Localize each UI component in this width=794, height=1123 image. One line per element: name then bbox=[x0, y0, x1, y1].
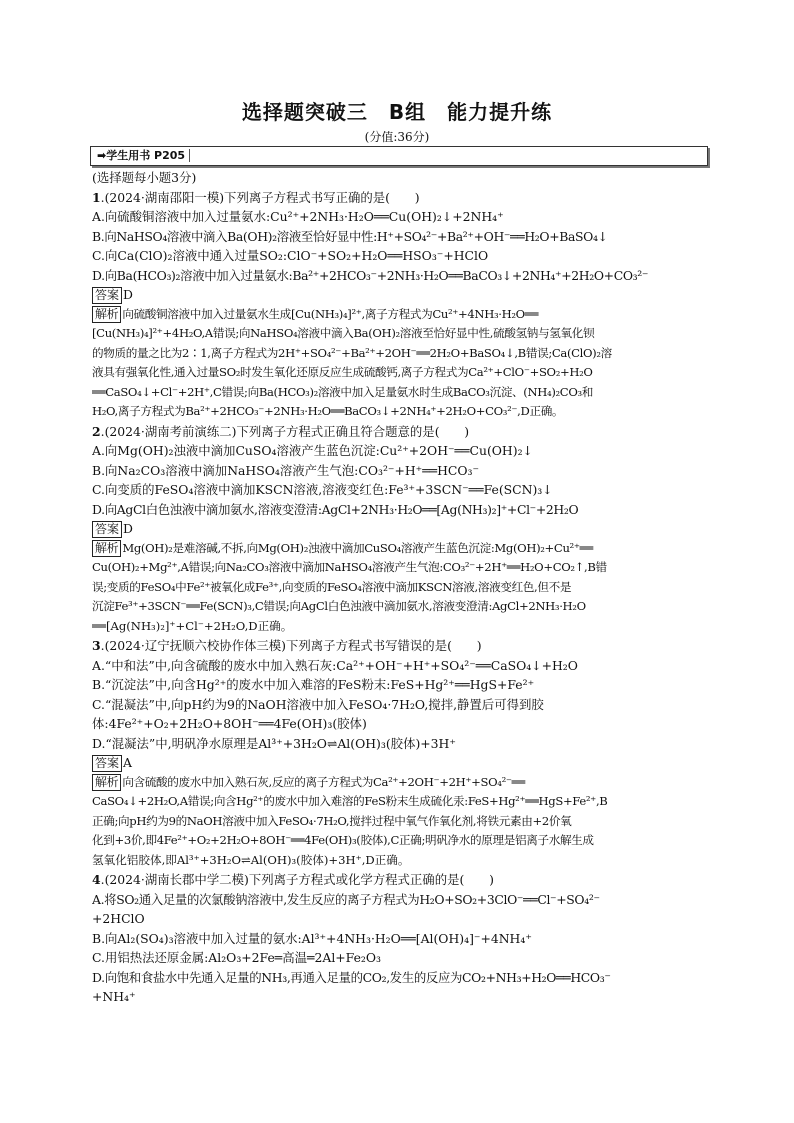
q4-option-d: D.向饱和食盐水中先通入足量的NH₃,再通入足量的CO₂,发生的反应为CO₂+NH₃+H₂O══HCO₃⁻ bbox=[92, 969, 611, 985]
question-4-stem: 4.(2024·湖南长郡中学二模)下列离子方程式或化学方程式正确的是( ) bbox=[92, 872, 494, 887]
q1-option-b: B.向NaHSO₄溶液中滴入Ba(OH)₂溶液至恰好显中性:H⁺+SO₄²⁻+Ba²⁺+OH⁻══H₂O+BaSO₄↓ bbox=[92, 228, 608, 244]
q1-option-c: C.向Ca(ClO)₂溶液中通入过量SO₂:ClO⁻+SO₂+H₂O══HSO₃⁻+HClO bbox=[92, 248, 489, 263]
q3-option-c-cont: 体:4Fe²⁺+O₂+2H₂O+8OH⁻══4Fe(OH)₃(胶体) bbox=[92, 716, 367, 731]
q2-option-a: A.向Mg(OH)₂浊液中滴加CuSO₄溶液产生蓝色沉淀:Cu²⁺+2OH⁻══Cu(OH)₂↓ bbox=[92, 443, 533, 458]
analysis-tag: 解析 bbox=[92, 540, 121, 557]
q4-option-b: B.向Al₂(SO₄)₃溶液中加入过量的氨水:Al³⁺+4NH₃·H₂O══[Al(OH)₄]⁻+4NH₄⁺ bbox=[92, 930, 532, 946]
q1-explanation-line: 解析 向硫酸铜溶液中加入过量氨水生成[Cu(NH₃)₄]²⁺,离子方程式为Cu²⁺+4NH₃·H₂O══ bbox=[92, 305, 706, 325]
q2-explanation-line: 误;变质的FeSO₄中Fe²⁺被氧化成Fe³⁺,向变质的FeSO₄溶液中滴加KSCN溶液,溶液变红色,但不是 bbox=[92, 579, 572, 594]
q2-option-b: B.向Na₂CO₃溶液中滴加NaHSO₄溶液产生气泡:CO₃²⁻+H⁺══HCO₃⁻ bbox=[92, 462, 480, 478]
q1-answer: 答案 D bbox=[92, 285, 706, 305]
q3-option-a: A.“中和法”中,向含硫酸的废水中加入熟石灰:Ca²⁺+OH⁻+H⁺+SO₄²⁻══CaSO₄↓+H₂O bbox=[92, 657, 578, 673]
q1-option-a: A.向硫酸铜溶液中加入过量氨水:Cu²⁺+2NH₃·H₂O══Cu(OH)₂↓+2NH₄⁺ bbox=[92, 209, 504, 224]
q1-explanation-line: H₂O,离子方程式为Ba²⁺+2HCO₃⁻+2NH₃·H₂O══BaCO₃↓+2NH₄⁺+2H₂O+CO₃²⁻,D正确。 bbox=[92, 404, 564, 418]
q2-option-d: D.向AgCl白色浊液中滴加氨水,溶液变澄清:AgCl+2NH₃·H₂O══[Ag(NH₃)₂]⁺+Cl⁻+2H₂O bbox=[92, 501, 579, 517]
q4-option-c: C.用铝热法还原金属:Al₂O₃+2Fe═高温═2Al+Fe₂O₃ bbox=[92, 950, 382, 965]
page-title: 选择题突破三 B组 能力提升练 bbox=[241, 100, 553, 124]
q3-explanation-line: 正确;向pH约为9的NaOH溶液中加入FeSO₄·7H₂O,搅拌过程中氧气作氧化剂,将铁元素由+2价氧 bbox=[92, 813, 572, 828]
q1-explanation-line: [Cu(NH₃)₄]²⁺+4H₂O,A错误;向NaHSO₄溶液中滴入Ba(OH)₂溶液至恰好显中性,硫酸氢钠与氢氧化钡 bbox=[92, 326, 595, 340]
analysis-tag: 解析 bbox=[92, 306, 121, 323]
score-note: (分值:36分) bbox=[364, 130, 430, 144]
instructions: (选择题每小题3分) bbox=[92, 170, 197, 185]
q4-option-a-cont: +2HClO bbox=[92, 911, 145, 926]
q3-explanation-line: 解析 向含硫酸的废水中加入熟石灰,反应的离子方程式为Ca²⁺+2OH⁻+2H⁺+SO₄²⁻══ bbox=[92, 773, 706, 793]
q3-explanation-line: CaSO₄↓+2H₂O,A错误;向含Hg²⁺的废水中加入难溶的FeS粉末生成硫化汞:FeS+Hg²⁺══HgS+Fe²⁺,B bbox=[92, 794, 608, 808]
q3-explanation-line: 氢氧化铝胶体,即Al³⁺+3H₂O⇌Al(OH)₃(胶体)+3H⁺,D正确。 bbox=[92, 852, 410, 867]
book-ref-label: ➡学生用书 P205 bbox=[93, 149, 190, 162]
book-ref-bar bbox=[90, 146, 708, 166]
q2-explanation-line: 解析 Mg(OH)₂是难溶碱,不拆,向Mg(OH)₂浊液中滴加CuSO₄溶液产生蓝色沉淀:Mg(OH)₂+Cu²⁺══ bbox=[92, 539, 706, 559]
q3-explanation-line: 化到+3价,即4Fe²⁺+O₂+2H₂O+8OH⁻══4Fe(OH)₃(胶体),C正确;明矾净水的原理是铝离子水解生成 bbox=[92, 833, 594, 847]
answer-tag: 答案 bbox=[92, 755, 122, 772]
q4-option-a: A.将SO₂通入足量的次氯酸钠溶液中,发生反应的离子方程式为H₂O+SO₂+3ClO⁻══Cl⁻+SO₄²⁻ bbox=[92, 891, 600, 907]
q3-option-b: B.“沉淀法”中,向含Hg²⁺的废水中加入难溶的FeS粉末:FeS+Hg²⁺══HgS+Fe²⁺ bbox=[92, 677, 535, 692]
q2-explanation-line: 沉淀Fe³⁺+3SCN⁻══Fe(SCN)₃,C错误;向AgCl白色浊液中滴加氨水,溶液变澄清:AgCl+2NH₃·H₂O bbox=[92, 599, 586, 613]
q4-option-d-cont: +NH₄⁺ bbox=[92, 989, 136, 1004]
answer-tag: 答案 bbox=[92, 287, 122, 304]
q2-answer: 答案 D bbox=[92, 519, 706, 539]
q1-explanation-line: 液具有强氧化性,通入过量SO₂时发生氧化还原反应生成硫酸钙,离子方程式为Ca²⁺+ClO⁻+SO₂+H₂O bbox=[92, 365, 593, 379]
question-2-stem: 2.(2024·湖南考前演练二)下列离子方程式正确且符合题意的是( ) bbox=[92, 423, 470, 439]
q3-answer: 答案 A bbox=[92, 753, 706, 773]
q1-option-d: D.向Ba(HCO₃)₂溶液中加入过量氨水:Ba²⁺+2HCO₃⁻+2NH₃·H₂O══BaCO₃↓+2NH₄⁺+2H₂O+CO₃²⁻ bbox=[92, 267, 649, 283]
q1-explanation-line: 的物质的量之比为2∶1,离子方程式为2H⁺+SO₄²⁻+Ba²⁺+2OH⁻══2H₂O+BaSO₄↓,B错误;Ca(ClO)₂溶 bbox=[92, 345, 612, 360]
q2-explanation-line: Cu(OH)₂+Mg²⁺,A错误;向Na₂CO₃溶液中滴加NaHSO₄溶液产生气泡:CO₃²⁻+2H⁺══H₂O+CO₂↑,B错 bbox=[92, 560, 607, 574]
q2-option-c: C.向变质的FeSO₄溶液中滴加KSCN溶液,溶液变红色:Fe³⁺+3SCN⁻══Fe(SCN)₃↓ bbox=[92, 482, 553, 497]
answer-tag: 答案 bbox=[92, 521, 122, 538]
question-1-stem: 1.(2024·湖南邵阳一模)下列离子方程式书写正确的是( ) bbox=[92, 189, 420, 205]
arrow-icon: ➡ bbox=[97, 149, 107, 162]
question-content bbox=[92, 168, 706, 1007]
q3-option-c: C.“混凝法”中,向pH约为9的NaOH溶液中加入FeSO₄·7H₂O,搅拌,静置后可得到胶 bbox=[92, 696, 544, 712]
analysis-tag: 解析 bbox=[92, 774, 121, 791]
question-3-stem: 3.(2024·辽宁抚顺六校协作体三模)下列离子方程式书写错误的是( ) bbox=[92, 638, 482, 653]
q3-option-d: D.“混凝法”中,明矾净水原理是Al³⁺+3H₂O⇌Al(OH)₃(胶体)+3H⁺ bbox=[92, 735, 456, 751]
q2-explanation-line: ══[Ag(NH₃)₂]⁺+Cl⁻+2H₂O,D正确。 bbox=[92, 618, 293, 633]
q1-explanation-line: ══CaSO₄↓+Cl⁻+2H⁺,C错误;向Ba(HCO₃)₂溶液中加入足量氨水时生成BaCO₃沉淀、(NH₄)₂CO₃和 bbox=[92, 384, 594, 399]
